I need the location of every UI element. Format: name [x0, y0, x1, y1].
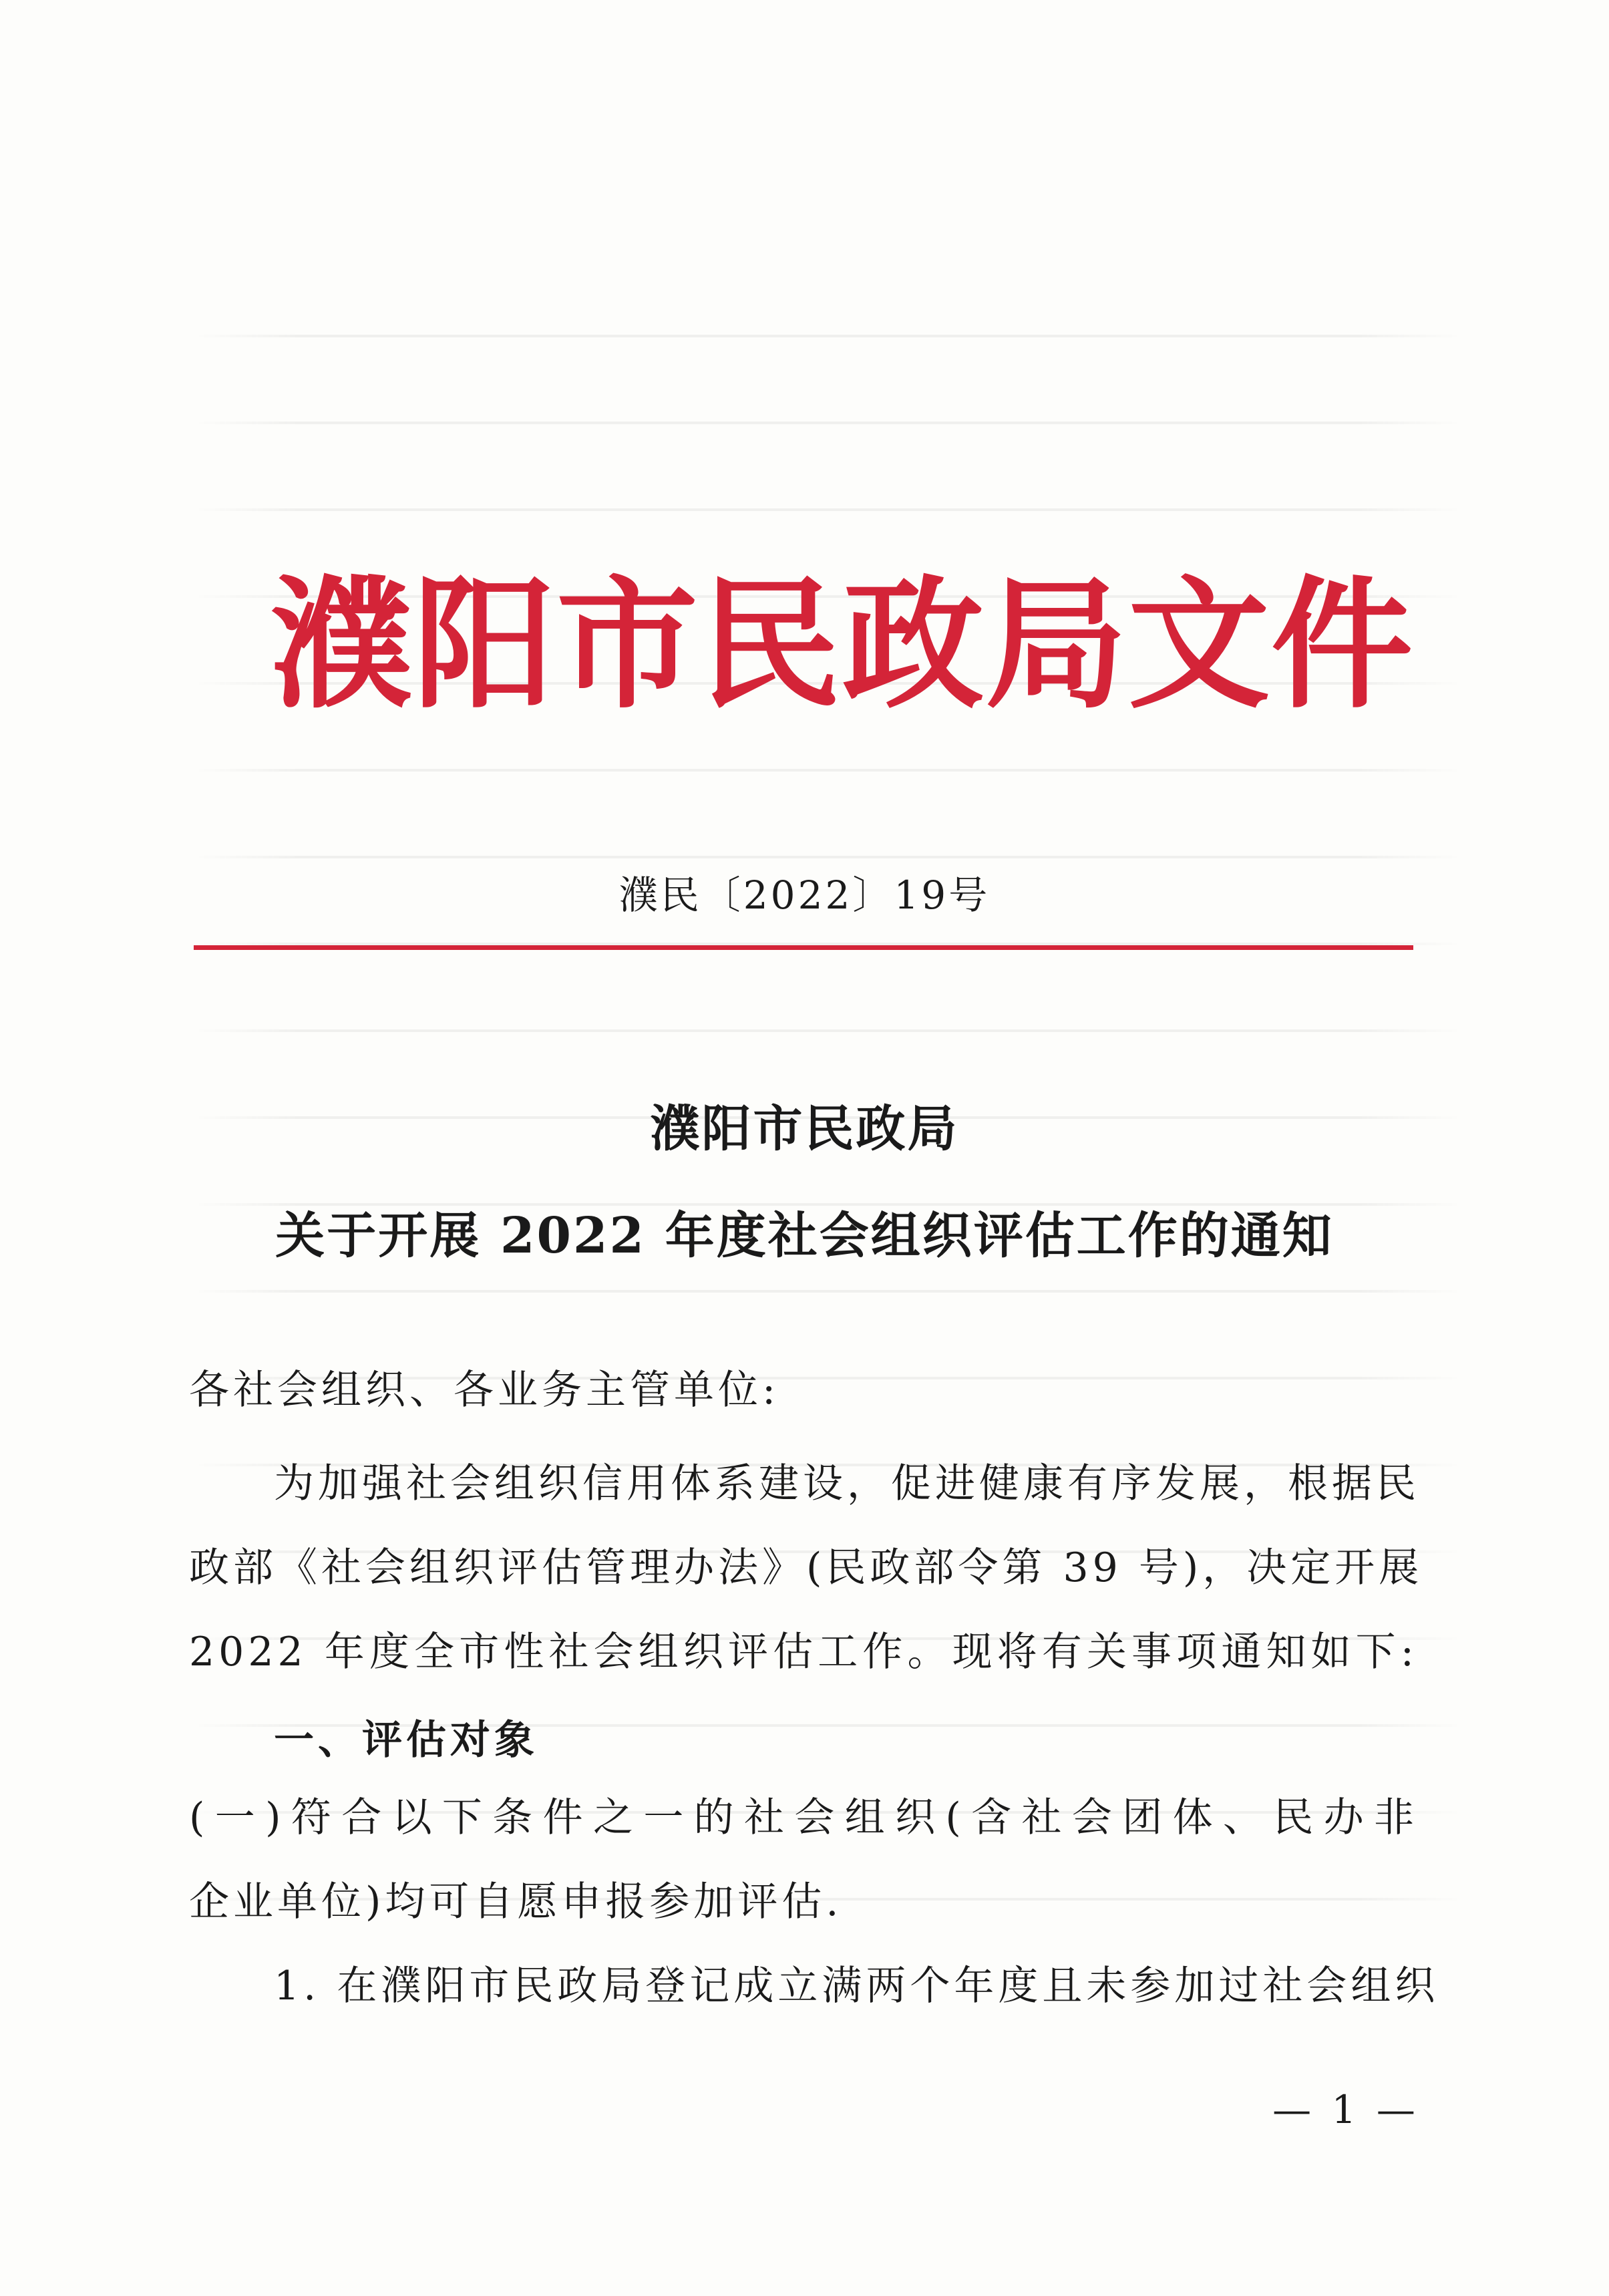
paragraph-2-line-1: (一)符合以下条件之一的社会组织(含社会团体、民办非: [189, 1794, 1418, 1841]
red-divider-line: [194, 945, 1413, 950]
paragraph-2-line-2: 企业单位)均可自愿申报参加评估.: [189, 1878, 843, 1925]
document-number: 濮民〔2022〕19号: [618, 872, 991, 918]
document-title-line2: 关于开展 2022 年度社会组织评估工作的通知: [275, 1207, 1334, 1265]
paragraph-1-line-1: 为加强社会组织信用体系建设，促进健康有序发展，根据民: [274, 1460, 1420, 1507]
document-title-line1: 濮阳市民政局: [650, 1100, 959, 1158]
issuer-title: 濮阳市民政局文件: [271, 561, 1414, 727]
section-1-heading: 一、评估对象: [274, 1717, 538, 1764]
page-number: — 1 —: [1272, 2087, 1419, 2132]
salutation: 各社会组织、各业务主管单位:: [189, 1367, 780, 1414]
paragraph-1-line-3: 2022 年度全市性社会组织评估工作。现将有关事项通知如下:: [189, 1629, 1418, 1675]
list-item-1-line-1: 1. 在濮阳市民政局登记成立满两个年度且未参加过社会组织: [274, 1963, 1439, 2009]
paragraph-1-line-2: 政部《社会组织评估管理办法》(民政部令第 39 号)，决定开展: [189, 1544, 1423, 1591]
